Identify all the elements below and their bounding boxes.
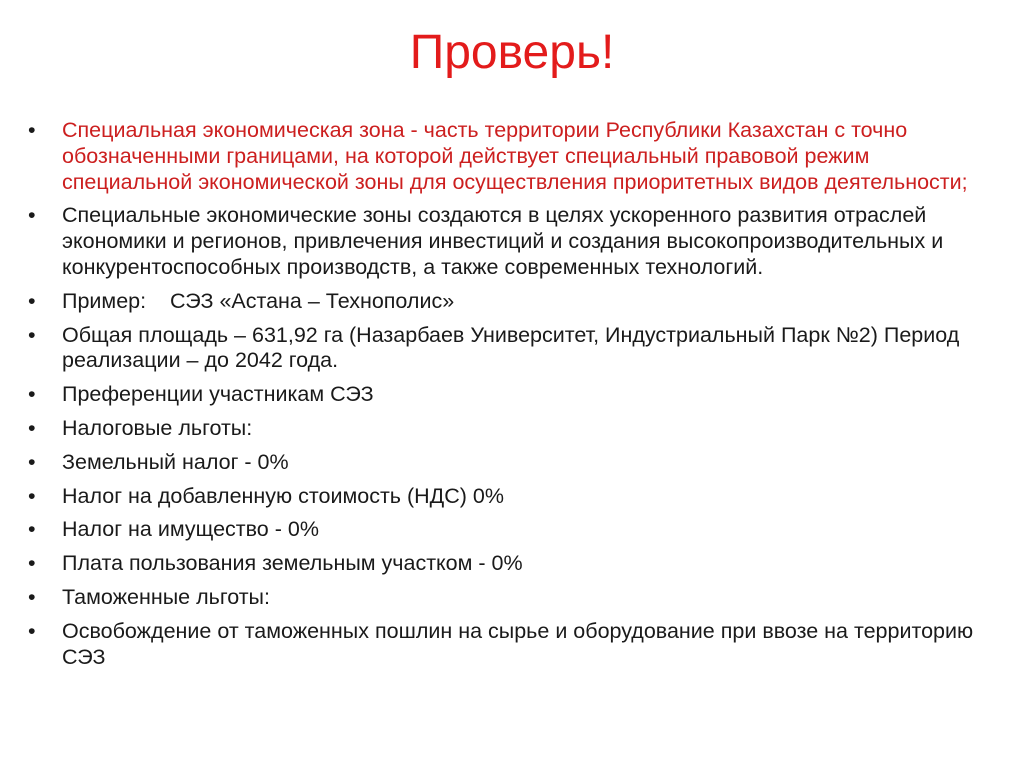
bullet-dot-icon: • xyxy=(28,551,36,576)
bullet-item-sez-definition xyxy=(28,118,998,195)
bullet-item-property-tax xyxy=(28,517,998,543)
bullet-text: Специальная экономическая зона - часть территории Республики Казахстан с точно обозначенными границами, на которой действует специальный правовой режим специальной экономической зоны для осуществления приоритетных видов деятельности; xyxy=(62,118,968,194)
bullet-dot-icon: • xyxy=(28,483,36,508)
bullet-text: Специальные экономические зоны создаются в целях ускоренного развития отраслей экономики и регионов, привлечения инвестиций и создания высокопроизводительных и конкурентоспособных производств, а также современных технологий. xyxy=(62,203,944,279)
bullet-text: Земельный налог - 0% xyxy=(62,449,289,474)
bullet-text: Преференции участникам СЭЗ xyxy=(62,382,374,407)
bullet-text: Налог на имущество - 0% xyxy=(62,517,319,542)
bullet-dot-icon: • xyxy=(28,118,36,142)
bullet-text: Налог на добавленную стоимость (НДС) 0% xyxy=(62,483,504,508)
bullet-dot-icon: • xyxy=(28,382,36,407)
bullet-item-sez-purpose xyxy=(28,203,998,280)
bullet-item-example xyxy=(28,289,998,315)
bullet-text: Освобождение от таможенных пошлин на сырье и оборудование при ввозе на территорию СЭЗ xyxy=(62,618,974,669)
bullet-dot-icon: • xyxy=(28,203,36,228)
bullet-item-preferences xyxy=(28,382,998,408)
bullet-item-land-tax xyxy=(28,450,998,476)
bullet-dot-icon: • xyxy=(28,449,36,474)
bullet-dot-icon: • xyxy=(28,618,36,643)
slide-title: Проверь! xyxy=(409,26,615,79)
bullet-text: Таможенные льготы: xyxy=(62,584,270,609)
bullet-dot-icon: • xyxy=(28,288,36,313)
bullet-item-land-fee xyxy=(28,551,998,577)
bullet-item-area xyxy=(28,323,998,375)
bullet-item-customs-exemption xyxy=(28,619,998,671)
bullet-dot-icon: • xyxy=(28,322,36,347)
bullet-dot-icon: • xyxy=(28,517,36,542)
bullet-dot-icon: • xyxy=(28,584,36,609)
bullet-text: Налоговые льготы: xyxy=(62,415,253,440)
bullet-item-vat xyxy=(28,484,998,510)
bullet-text: Общая площадь – 631,92 га (Назарбаев Университет, Индустриальный Парк №2) Период реализации – до 2042 года. xyxy=(62,322,960,373)
bullet-list xyxy=(28,118,998,678)
bullet-item-customs-benefits xyxy=(28,585,998,611)
bullet-text: Плата пользования земельным участком - 0% xyxy=(62,551,523,576)
bullet-dot-icon: • xyxy=(28,415,36,440)
bullet-text: Пример: СЭЗ «Астана – Технополис» xyxy=(62,288,455,313)
bullet-item-tax-benefits xyxy=(28,416,998,442)
